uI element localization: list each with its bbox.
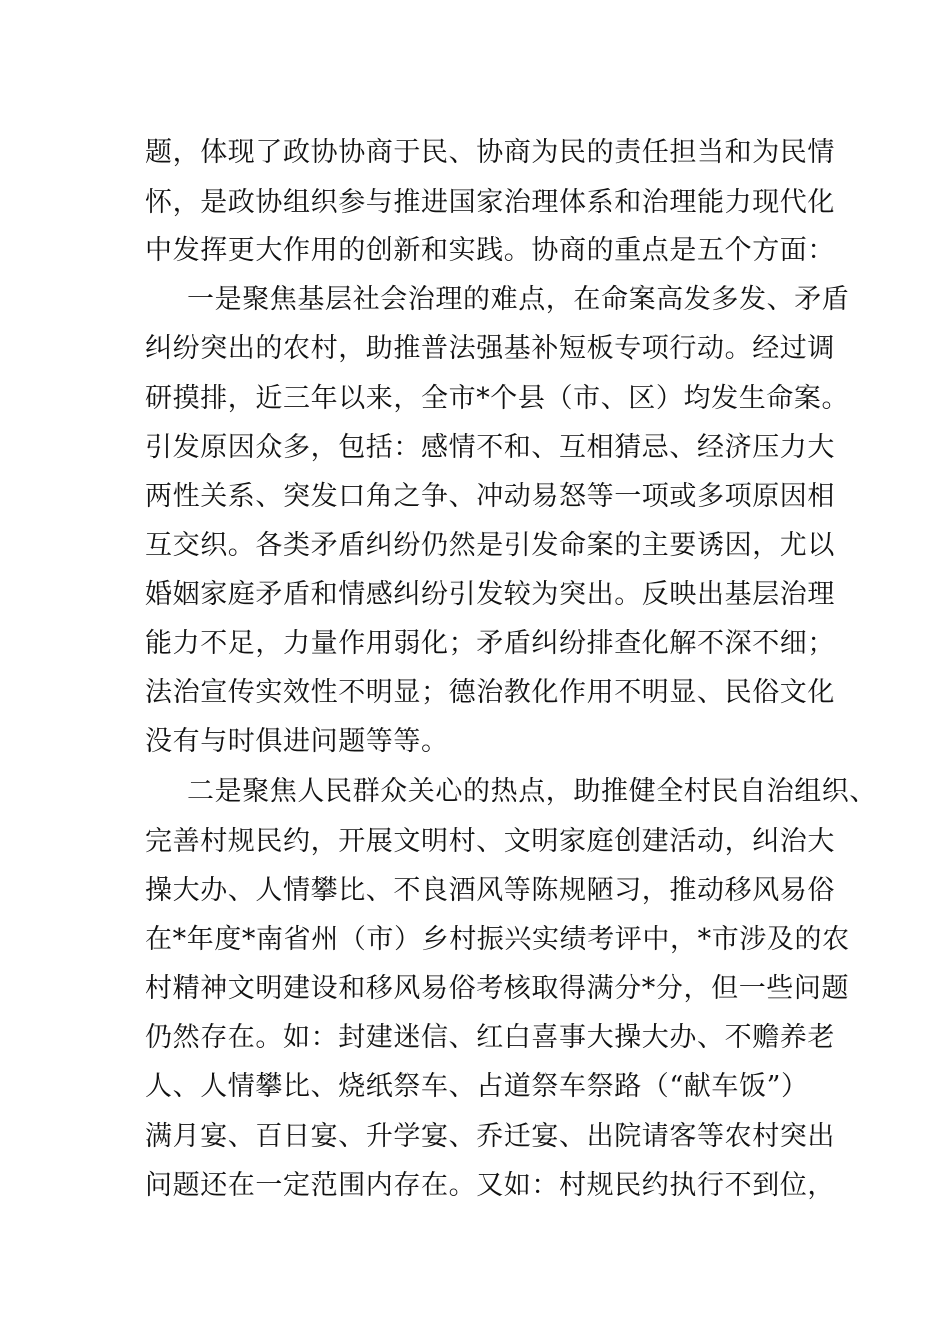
text-line-2: 怀，是政协组织参与推进国家治理体系和治理能力现代化 [145, 187, 835, 218]
text-line-17: 在*年度*南省州（市）乡村振兴实绩考评中，*市涉及的农 [145, 924, 850, 955]
text-line-1: 题，体现了政协协商于民、协商为民的责任担当和为民情 [145, 137, 835, 168]
text-line-16: 操大办、人情攀比、不良酒风等陈规陋习，推动移风易俗 [145, 875, 835, 906]
text-line-22: 问题还在一定范围内存在。又如：村规民约执行不到位， [145, 1170, 835, 1201]
text-line-7: 引发原因众多，包括：感情不和、互相猜忌、经济压力大 [145, 432, 835, 463]
text-line-6: 研摸排，近三年以来，全市*个县（市、区）均发生命案。 [145, 383, 850, 414]
text-line-3: 中发挥更大作用的创新和实践。协商的重点是五个方面： [145, 235, 835, 266]
text-line-8: 两性关系、突发口角之争、冲动易怒等一项或多项原因相 [145, 481, 835, 512]
text-line-10: 婚姻家庭矛盾和情感纠纷引发较为突出。反映出基层治理 [145, 579, 835, 610]
text-line-13: 没有与时俱进问题等等。 [145, 726, 449, 757]
text-line-12: 法治宣传实效性不明显；德治教化作用不明显、民俗文化 [145, 677, 835, 708]
text-line-11: 能力不足，力量作用弱化；矛盾纠纷排查化解不深不细； [145, 628, 835, 659]
text-line-21: 满月宴、百日宴、升学宴、乔迁宴、出院请客等农村突出 [145, 1121, 835, 1152]
text-line-5: 纠纷突出的农村，助推普法强基补短板专项行动。经过调 [145, 333, 835, 364]
text-line-9: 互交织。各类矛盾纠纷仍然是引发命案的主要诱因，尤以 [145, 530, 835, 561]
text-line-18: 村精神文明建设和移风易俗考核取得满分*分，但一些问题 [145, 973, 850, 1004]
paragraph-2-line-1: 二是聚焦人民群众关心的热点，助推健全村民自治组织、 [187, 776, 877, 807]
text-line-15: 完善村规民约，开展文明村、文明家庭创建活动，纠治大 [145, 826, 835, 857]
paragraph-1-line-1: 一是聚焦基层社会治理的难点，在命案高发多发、矛盾 [187, 284, 850, 315]
text-line-19: 仍然存在。如：封建迷信、红白喜事大操大办、不赡养老 [145, 1022, 835, 1053]
text-line-20: 人、人情攀比、烧纸祭车、占道祭车祭路（“献车饭”） [145, 1071, 809, 1102]
